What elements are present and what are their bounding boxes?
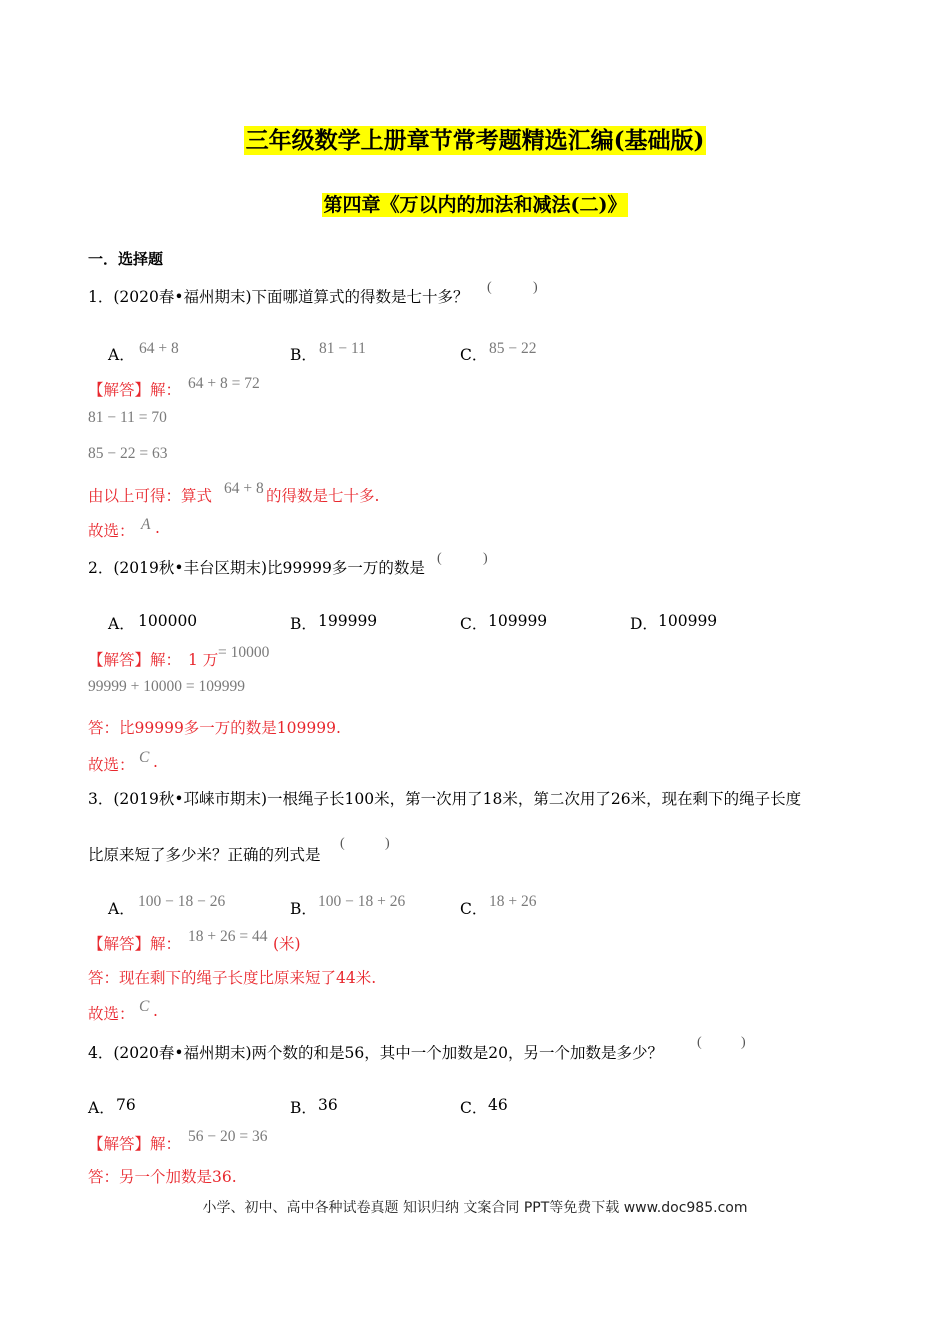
- q3-choose-dot: .: [153, 1002, 158, 1020]
- q4-option-c-label: C．: [460, 1099, 488, 1117]
- q4-option-a-label: A．: [88, 1099, 115, 1117]
- q3-answer-tag: 【解答】解：: [88, 935, 182, 953]
- q2-choose-dot: .: [153, 753, 158, 771]
- q1-option-a-expr: 64 + 8: [139, 340, 179, 357]
- q2-answer-tag: 【解答】解：: [88, 651, 182, 669]
- question-1-stem: 1．(2020春•福州期末)下面哪道算式的得数是七十多？: [88, 288, 469, 306]
- question-4-paren-open: (: [697, 1035, 702, 1050]
- q1-option-c-label: C．: [460, 346, 488, 364]
- q3-option-a-label: A．: [108, 900, 135, 918]
- q4-option-c-value: 46: [488, 1096, 508, 1114]
- q1-option-c-expr: 85 − 22: [489, 340, 537, 357]
- q2-choose-label: 故选：: [88, 756, 135, 774]
- q4-option-a-value: 76: [116, 1096, 136, 1114]
- q1-option-a-label: A．: [108, 346, 135, 364]
- q4-answer-tag: 【解答】解：: [88, 1135, 182, 1153]
- q2-option-a-value: 100000: [138, 612, 198, 630]
- q1-answer-tag: 【解答】解：: [88, 381, 182, 399]
- q2-choose-answer: C: [139, 749, 150, 766]
- q3-answer-expr: 18 + 26 = 44: [188, 928, 268, 945]
- chapter-subtitle-text: 第四章《万以内的加法和减法(二)》: [323, 194, 627, 216]
- q3-option-b-expr: 100 − 18 + 26: [318, 893, 406, 910]
- q2-option-b-value: 199999: [318, 612, 378, 630]
- q1-work-line-1: 81 − 11 = 70: [88, 409, 167, 426]
- q1-work-line-2: 85 − 22 = 63: [88, 445, 168, 462]
- question-2-stem: 2．(2019秋•丰台区期末)比99999多一万的数是: [88, 559, 425, 577]
- q1-conclusion-a: 由以上可得：算式: [88, 487, 213, 505]
- q1-conclusion-expr: 64 + 8: [224, 480, 264, 497]
- q3-option-c-label: C．: [460, 900, 488, 918]
- q2-option-d-value: 100999: [658, 612, 718, 630]
- q4-answer-expr: 56 − 20 = 36: [188, 1128, 268, 1145]
- q2-option-d-label: D．: [630, 615, 658, 633]
- q2-option-c-label: C．: [460, 615, 488, 633]
- question-3-stem: 3．(2019秋•邛崃市期末)一根绳子长100米，第一次用了18米，第二次用了26米，现在剩下的绳子长度: [88, 790, 802, 808]
- q1-choose-label: 故选：: [88, 522, 135, 540]
- q2-conclusion: 答：比99999多一万的数是109999.: [88, 719, 341, 737]
- q1-answer-expr: 64 + 8 = 72: [188, 375, 260, 392]
- q3-option-a-expr: 100 − 18 − 26: [138, 893, 226, 910]
- q2-answer-text: 1 万: [188, 651, 219, 669]
- q3-option-b-label: B．: [290, 900, 317, 918]
- question-1-paren-open: (: [487, 280, 492, 295]
- chapter-subtitle: [0, 190, 950, 220]
- q3-answer-unit: (米): [273, 935, 301, 953]
- question-2-paren-close: ): [483, 551, 488, 566]
- question-3-stem-line-2: 比原来短了多少米？正确的列式是: [88, 846, 321, 864]
- question-4-stem: 4．(2020春•福州期末)两个数的和是56，其中一个加数是20，另一个加数是多少？: [88, 1044, 663, 1062]
- question-3-paren-close: ): [385, 836, 390, 851]
- q2-answer-expr: = 10000: [218, 644, 270, 661]
- document-title: [0, 124, 950, 158]
- question-1-paren-close: ): [533, 280, 538, 295]
- q1-option-b-expr: 81 − 11: [319, 340, 366, 357]
- q1-conclusion-b: 的得数是七十多.: [266, 487, 380, 505]
- question-4-paren-close: ): [741, 1035, 746, 1050]
- q4-conclusion: 答：另一个加数是36.: [88, 1168, 237, 1186]
- q3-conclusion: 答：现在剩下的绳子长度比原来短了44米.: [88, 969, 377, 987]
- q1-option-b-label: B．: [290, 346, 317, 364]
- question-3-paren-open: (: [340, 836, 345, 851]
- q1-choose-answer: A: [141, 516, 151, 533]
- q3-choose-answer: C: [139, 998, 150, 1015]
- q2-option-c-value: 109999: [488, 612, 548, 630]
- q3-choose-label: 故选：: [88, 1005, 135, 1023]
- page-footer: 小学、初中、高中各种试卷真题 知识归纳 文案合同 PPT等免费下载 www.doc985.com: [202, 1200, 748, 1216]
- document-title-text: 三年级数学上册章节常考题精选汇编(基础版): [245, 127, 705, 154]
- q3-option-c-expr: 18 + 26: [489, 893, 537, 910]
- q1-choose-dot: .: [155, 519, 160, 537]
- q2-option-b-label: B．: [290, 615, 317, 633]
- q4-option-b-value: 36: [318, 1096, 338, 1114]
- q2-option-a-label: A．: [108, 615, 135, 633]
- section-heading: 一．选择题: [88, 250, 164, 268]
- q4-option-b-label: B．: [290, 1099, 317, 1117]
- question-2-paren-open: (: [437, 551, 442, 566]
- q2-work-line-1: 99999 + 10000 = 109999: [88, 678, 245, 695]
